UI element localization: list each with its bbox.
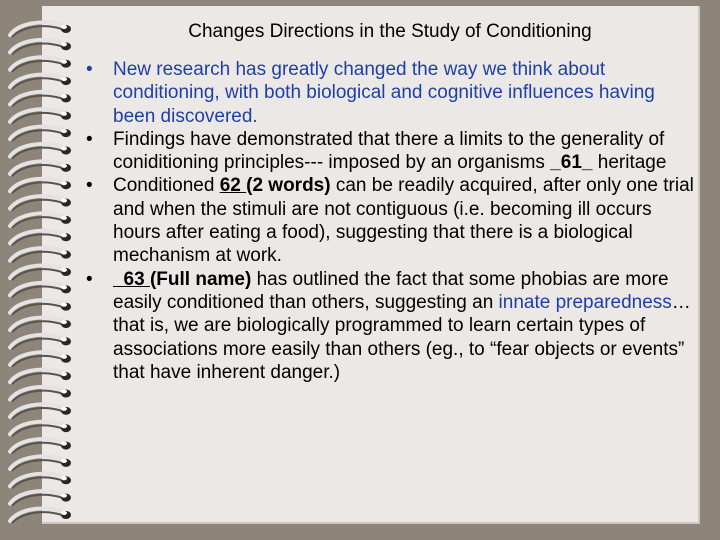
bullet-item-3 [86,174,696,267]
binding-ring [10,370,71,385]
binding-ring [10,265,71,280]
binding-ring [10,439,71,454]
bullet-text-tail: …that is, we are biologically programmed to learn certain types of associations more easily than others (eg., to “fear objects or events” that have inherent danger.) [113,291,691,383]
bullet-text-tail: heritage [592,152,667,174]
binding-ring [10,144,71,159]
binding-ring [10,248,71,263]
bullet-text: Findings have demonstrated that there a limits to the generality of coniditioning principles--- imposed by an organisms [113,128,665,174]
binding-ring [10,92,71,107]
bullet-list [86,58,696,384]
binding-ring [10,318,71,333]
binding-ring [10,109,71,124]
binding-ring [10,300,71,315]
bullet-text: has outlined the fact that some phobias are more easily conditioned than others, suggesting an [113,268,669,313]
binding-ring [10,508,71,523]
binding-ring [10,387,71,402]
bullet-item-1 [86,58,696,128]
binding-ring [10,22,71,37]
fill-in-blank-62: 62 [219,175,247,197]
bullet-dot: • [86,128,93,150]
bullet-dot: • [86,268,93,290]
binding-ring [10,404,71,419]
binding-ring [10,196,71,211]
fill-in-blank-61: _61_ [550,152,593,174]
bullet-dot: • [86,59,93,80]
binding-ring [10,127,71,142]
bullet-text-tail: can be readily acquired, after only one trial and when the stimuli are not contiguous (i.e. becoming ill occurs hours after eating a food), suggesting that there is a biological mechanism at work. [113,175,694,267]
spiral-binding [0,0,90,540]
bullet-item-4 [86,268,696,384]
bullet-dot: • [86,175,93,197]
binding-ring [10,57,71,72]
binding-ring [10,422,71,437]
page-title: Changes Directions in the Study of Conditioning [188,21,592,42]
binding-ring [10,179,71,194]
blank-hint: (2 words) [246,175,331,197]
bullet-text: Conditioned [113,175,220,197]
binding-ring [10,40,71,55]
binding-ring [10,75,71,90]
highlight-term: innate preparedness [498,291,672,313]
binding-ring [10,335,71,350]
bullet-item-2 [86,128,696,175]
blank-hint: (Full name) [149,268,252,290]
binding-ring [10,231,71,246]
fill-in-blank-63: 63 [113,268,150,290]
binding-ring [10,456,71,471]
bullet-text: New research has greatly changed the way we think about conditioning, with both biological and cognitive influences having been discovered. [113,59,655,127]
binding-ring [10,283,71,298]
binding-ring [10,491,71,506]
binding-ring [10,161,71,176]
binding-ring [10,213,71,228]
binding-ring [10,352,71,367]
binding-ring [10,474,71,489]
